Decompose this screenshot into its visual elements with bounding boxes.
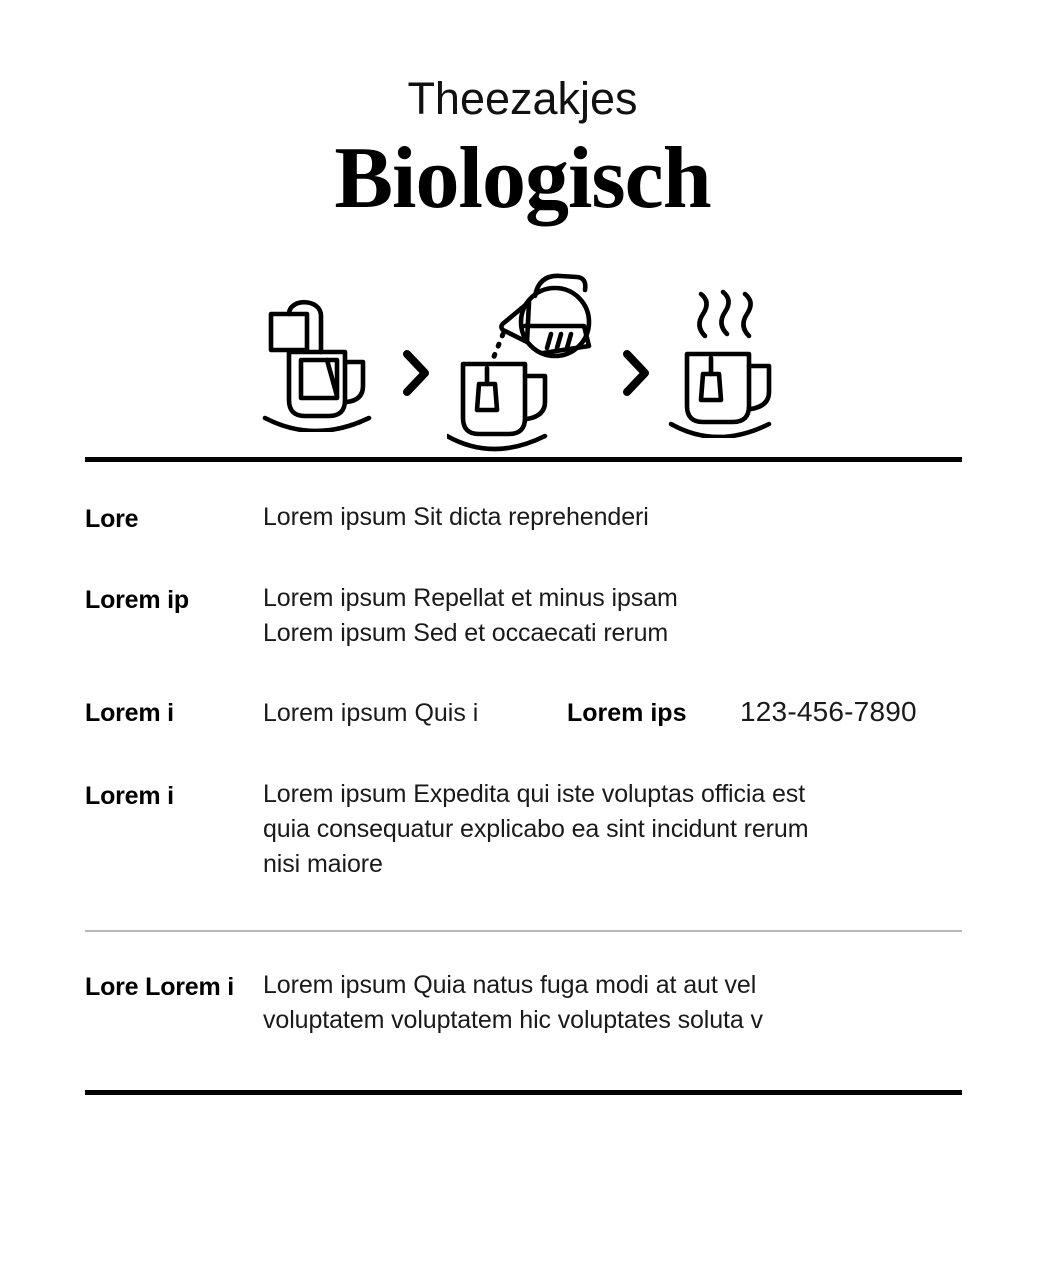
- table-row: [85, 694, 960, 733]
- table-row: [85, 581, 960, 651]
- table-row: [85, 968, 960, 1038]
- spec-label: [85, 968, 263, 1007]
- mug-with-teabag-and-tag-icon: [259, 292, 385, 432]
- spec-label-line: Lorem i: [145, 973, 235, 1001]
- header: [0, 0, 1045, 227]
- spec-label: Lorem ip: [85, 586, 189, 614]
- brewing-steps: [0, 267, 1045, 457]
- product-eyebrow: Theezakjes: [407, 73, 638, 124]
- spec-secondary-label: Lorem ips: [567, 699, 687, 727]
- spec-value-line: quia consequatur explicabo ea sint incidunt rerum: [263, 815, 809, 843]
- spacer: [85, 1038, 960, 1090]
- spacer: [85, 882, 960, 930]
- spec-value-line: Lorem ipsum Sit dicta reprehenderi: [263, 503, 649, 531]
- spec-label: Lore: [85, 505, 139, 533]
- divider-thick-top: [85, 457, 962, 462]
- steaming-mug-with-teabag-icon: [667, 286, 787, 438]
- spec-value-line: Lorem ipsum Repellat et minus ipsam: [263, 584, 678, 612]
- spec-value: [263, 777, 808, 882]
- spec-value-line: voluptatem voluptatem hic voluptates soluta v: [263, 1006, 763, 1034]
- spec-value-line: Lorem ipsum Quia natus fuga modi at aut vel: [263, 971, 757, 999]
- table-row: [85, 500, 960, 539]
- divider-thin: [85, 930, 962, 932]
- rule-top-wrap: [0, 457, 1045, 462]
- spec-label: Lorem i: [85, 699, 174, 727]
- spec-value-line: nisi maiore: [263, 850, 383, 878]
- chevron-right-icon: [399, 348, 433, 398]
- table-row: [85, 777, 960, 882]
- kettle-pouring-into-mug-icon: [447, 268, 605, 456]
- spec-value-line: Lorem ipsum Sed et occaecati rerum: [263, 619, 669, 647]
- spec-value-line: Lorem ipsum Expedita qui iste voluptas officia est: [263, 780, 806, 808]
- spec-value: Lorem ipsum Quis i: [263, 699, 479, 727]
- spec-label-line: Lore: [85, 973, 139, 1001]
- divider-thick-bottom: [85, 1090, 962, 1095]
- page-title: Biologisch: [334, 130, 711, 227]
- spec-table: [0, 500, 1045, 1095]
- spec-value: [263, 968, 763, 1038]
- spec-value: [263, 500, 649, 535]
- phone-number: 123-456-7890: [740, 696, 917, 727]
- spec-inline-group: [263, 694, 917, 731]
- spec-label: Lorem i: [85, 782, 174, 810]
- spec-value: [263, 581, 678, 651]
- chevron-right-icon: [619, 348, 653, 398]
